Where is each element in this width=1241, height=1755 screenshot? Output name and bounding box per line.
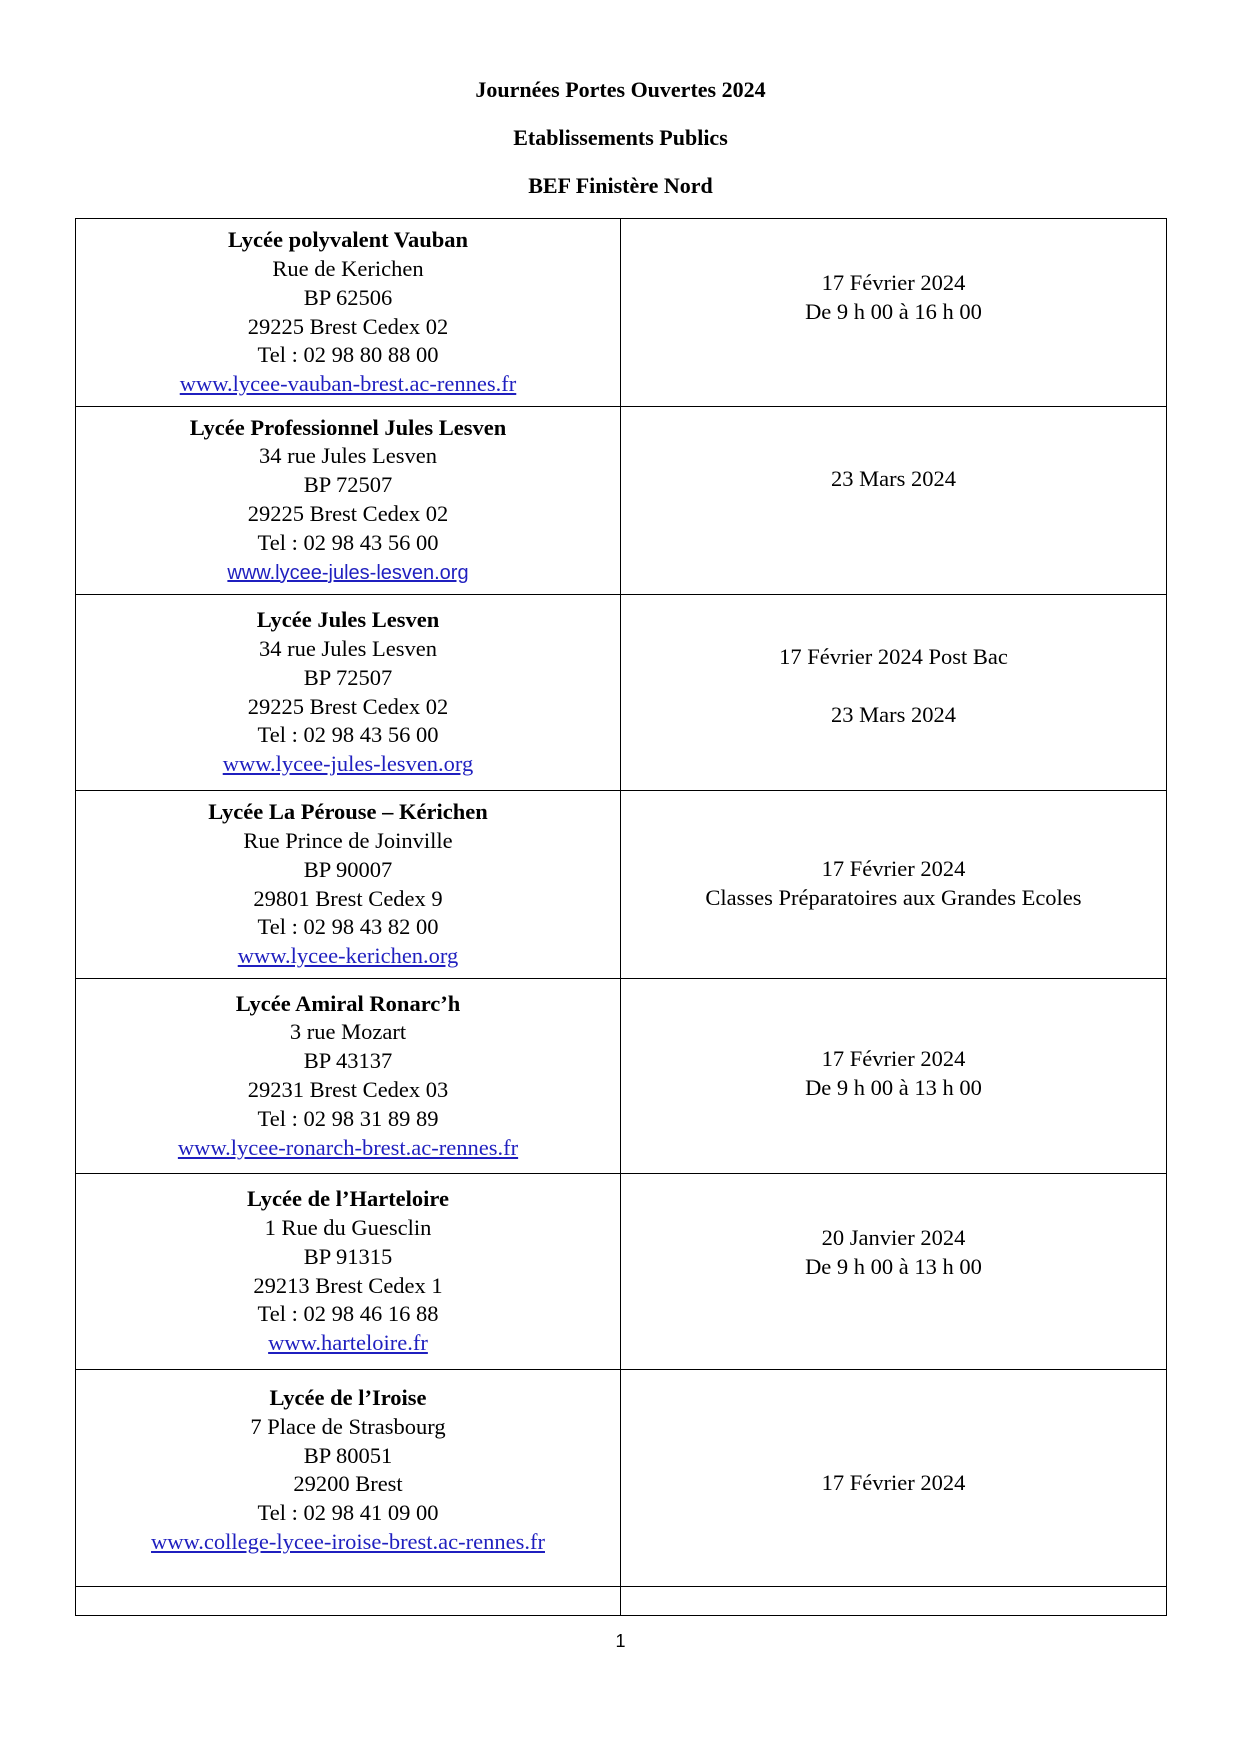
school-phone: Tel : 02 98 43 56 00 bbox=[257, 529, 439, 555]
school-bp: BP 43137 bbox=[303, 1048, 393, 1074]
school-website-link[interactable]: www.lycee-kerichen.org bbox=[237, 943, 459, 969]
spacer bbox=[621, 672, 1166, 701]
school-address: Rue Prince de Joinville bbox=[243, 827, 453, 853]
school-info-cell bbox=[76, 1174, 621, 1370]
school-city: 29225 Brest Cedex 02 bbox=[247, 313, 449, 339]
school-bp: BP 90007 bbox=[303, 856, 393, 882]
document-title: Journées Portes Ouvertes 2024 bbox=[475, 77, 766, 102]
open-day-cell bbox=[621, 979, 1167, 1174]
school-info-cell bbox=[76, 595, 621, 791]
schools-table bbox=[75, 218, 1167, 1616]
school-address: 34 rue Jules Lesven bbox=[258, 443, 438, 469]
open-day-cell bbox=[621, 791, 1167, 979]
school-city: 29200 Brest bbox=[293, 1471, 403, 1497]
school-city: 29801 Brest Cedex 9 bbox=[253, 885, 443, 911]
school-address: 7 Place de Strasbourg bbox=[250, 1413, 446, 1439]
open-day-hours: De 9 h 00 à 13 h 00 bbox=[805, 1074, 982, 1100]
page-number: 1 bbox=[615, 1631, 626, 1651]
school-address: 34 rue Jules Lesven bbox=[258, 635, 438, 661]
school-name: Lycée La Pérouse – Kérichen bbox=[208, 799, 488, 825]
empty-cell bbox=[621, 1587, 1167, 1616]
school-info-cell bbox=[76, 979, 621, 1174]
school-name: Lycée Professionnel Jules Lesven bbox=[189, 414, 507, 440]
school-info-cell bbox=[76, 1370, 621, 1587]
table-row bbox=[76, 595, 1167, 791]
school-name: Lycée Jules Lesven bbox=[256, 607, 440, 633]
school-phone: Tel : 02 98 43 56 00 bbox=[257, 722, 439, 748]
school-website-link[interactable]: www.harteloire.fr bbox=[268, 1330, 428, 1356]
school-city: 29231 Brest Cedex 03 bbox=[247, 1077, 449, 1102]
open-day-date: 17 Février 2024 bbox=[821, 1046, 966, 1071]
document-region: BEF Finistère Nord bbox=[528, 173, 713, 198]
table-row-empty bbox=[76, 1587, 1167, 1616]
open-day-date: 23 Mars 2024 bbox=[831, 466, 956, 491]
school-city: 29225 Brest Cedex 02 bbox=[247, 693, 449, 719]
school-website-link[interactable]: www.lycee-vauban-brest.ac-rennes.fr bbox=[179, 371, 517, 397]
school-bp: BP 72507 bbox=[303, 472, 393, 498]
open-day-date: 20 Janvier 2024 bbox=[821, 1225, 966, 1250]
open-day-date: 17 Février 2024 Post Bac bbox=[779, 644, 1008, 669]
school-name: Lycée de l’Harteloire bbox=[246, 1186, 449, 1212]
open-day-cell bbox=[621, 1370, 1167, 1587]
school-phone: Tel : 02 98 80 88 00 bbox=[257, 342, 439, 368]
table-row bbox=[76, 407, 1167, 595]
school-phone: Tel : 02 98 41 09 00 bbox=[257, 1500, 439, 1526]
school-website-link[interactable]: www.lycee-jules-lesven.org bbox=[222, 751, 474, 777]
table-row bbox=[76, 219, 1167, 407]
open-day-cell bbox=[621, 595, 1167, 791]
school-name: Lycée de l’Iroise bbox=[269, 1385, 427, 1410]
open-day-date: 17 Février 2024 bbox=[821, 856, 966, 881]
school-address: Rue de Kerichen bbox=[272, 255, 424, 281]
table-row bbox=[76, 1174, 1167, 1370]
open-day-note: Classes Préparatoires aux Grandes Ecoles bbox=[705, 884, 1082, 910]
school-info-cell bbox=[76, 219, 621, 407]
open-day-hours: De 9 h 00 à 13 h 00 bbox=[805, 1253, 982, 1279]
school-city: 29225 Brest Cedex 02 bbox=[247, 501, 449, 526]
open-day-cell bbox=[621, 1174, 1167, 1370]
school-address: 1 Rue du Guesclin bbox=[264, 1214, 432, 1240]
school-phone: Tel : 02 98 43 82 00 bbox=[257, 914, 439, 940]
open-day-date: 17 Février 2024 bbox=[821, 270, 966, 295]
school-info-cell bbox=[76, 791, 621, 979]
empty-cell bbox=[76, 1587, 621, 1616]
school-name: Lycée Amiral Ronarc’h bbox=[235, 990, 461, 1016]
document-subtitle: Etablissements Publics bbox=[513, 125, 728, 150]
school-website-link[interactable]: www.lycee-jules-lesven.org bbox=[227, 561, 469, 584]
school-phone: Tel : 02 98 31 89 89 bbox=[257, 1105, 439, 1131]
school-address: 3 rue Mozart bbox=[289, 1019, 407, 1045]
open-day-date: 23 Mars 2024 bbox=[831, 701, 956, 727]
school-phone: Tel : 02 98 46 16 88 bbox=[257, 1301, 439, 1327]
open-day-hours: De 9 h 00 à 16 h 00 bbox=[805, 298, 982, 324]
open-day-date: 17 Février 2024 bbox=[821, 1470, 966, 1495]
school-website-link[interactable]: www.lycee-ronarch-brest.ac-rennes.fr bbox=[177, 1134, 519, 1160]
school-info-cell bbox=[76, 407, 621, 595]
table-row bbox=[76, 1370, 1167, 1587]
open-day-cell bbox=[621, 407, 1167, 595]
school-bp: BP 72507 bbox=[303, 664, 393, 690]
school-name: Lycée polyvalent Vauban bbox=[227, 227, 469, 253]
table-row bbox=[76, 979, 1167, 1174]
school-city: 29213 Brest Cedex 1 bbox=[253, 1272, 443, 1298]
school-bp: BP 91315 bbox=[303, 1243, 393, 1269]
table-row bbox=[76, 791, 1167, 979]
open-day-cell bbox=[621, 219, 1167, 407]
school-bp: BP 62506 bbox=[303, 284, 393, 310]
school-website-link[interactable]: www.college-lycee-iroise-brest.ac-rennes.fr bbox=[151, 1528, 545, 1554]
school-bp: BP 80051 bbox=[303, 1442, 393, 1468]
